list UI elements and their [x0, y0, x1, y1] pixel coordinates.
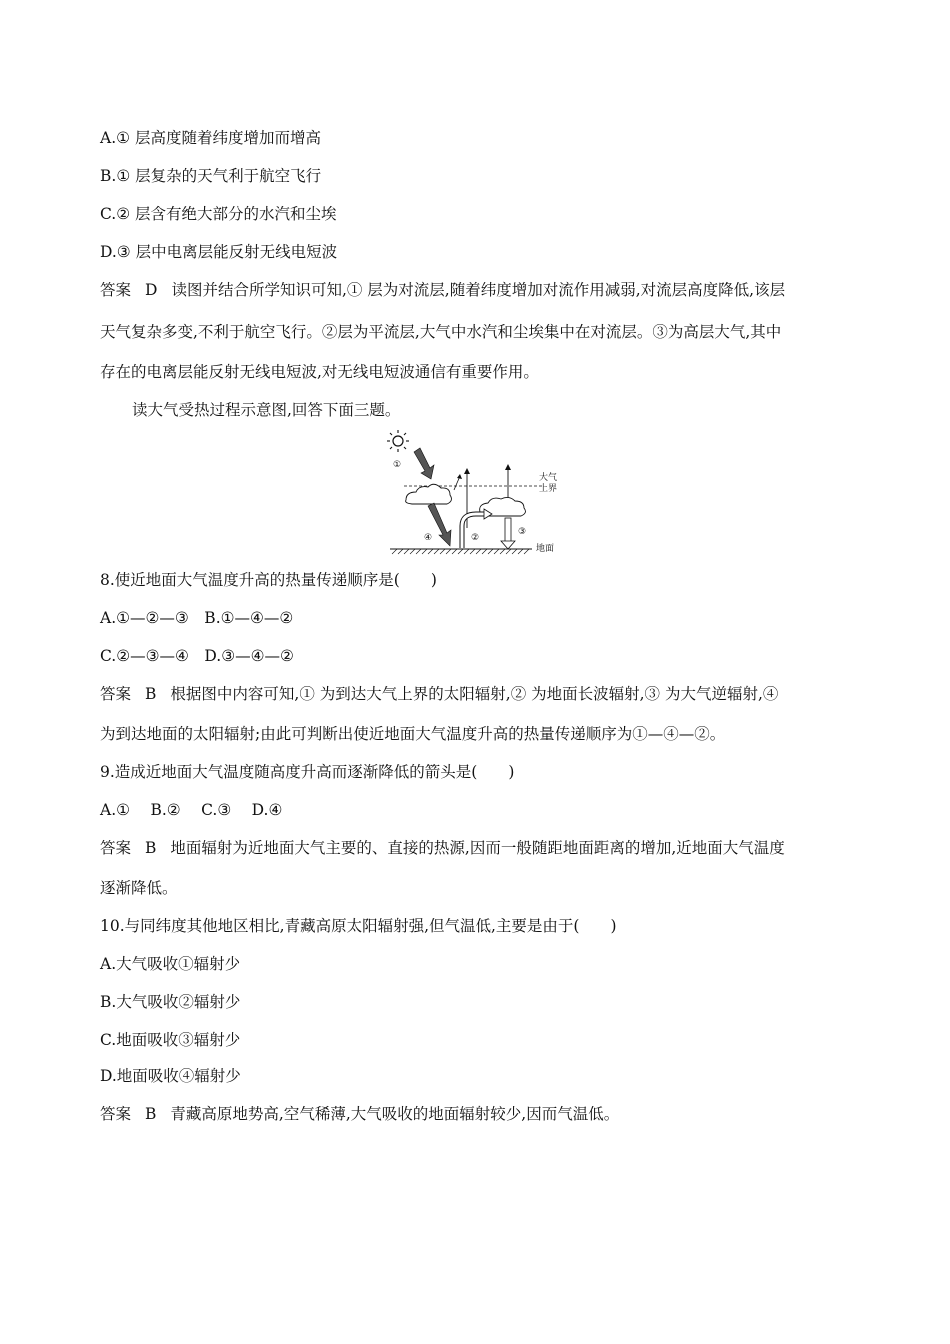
answer-label: 答案: [100, 685, 132, 703]
answer-explanation-line: 青藏高原地势高,空气稀薄,大气吸收的地面辐射较少,因而气温低。: [170, 1105, 620, 1123]
q7-explanation-line-2: 天气复杂多变,不利于航空飞行。②层为平流层,大气中水汽和尘埃集中在对流层。③为高层大气,其中: [100, 323, 782, 341]
q8-answer: [100, 684, 778, 704]
ground-label: 地面: [536, 544, 555, 554]
q10-option-d: D.地面吸收④辐射少: [100, 1067, 241, 1085]
answer-label: 答案: [100, 839, 132, 857]
group-intro: 读大气受热过程示意图,回答下面三题。: [132, 401, 401, 419]
answer-key: B: [145, 685, 157, 703]
q9-stem: 9.造成近地面大气温度随高度升高而逐渐降低的箭头是( ): [100, 763, 515, 781]
ground-hatching: [392, 549, 529, 554]
q9-answer: [100, 838, 785, 858]
atmosphere-top-label-1: 大气: [539, 473, 558, 483]
q9-explanation-line-2: 逐渐降低。: [100, 879, 178, 897]
atmosphere-heating-diagram: [384, 428, 574, 558]
q10-option-a: A.大气吸收①辐射少: [100, 955, 241, 973]
q7-option-d: D.③ 层中电离层能反射无线电短波: [100, 243, 338, 261]
answer-explanation-line: 读图并结合所学知识可知,① 层为对流层,随着纬度增加对流作用减弱,对流层高度降低,该层: [171, 281, 786, 299]
answer-explanation-line: 地面辐射为近地面大气主要的、直接的热源,因而一般随距地面距离的增加,近地面大气温度: [170, 839, 785, 857]
answer-label: 答案: [100, 281, 132, 299]
q7-option-c: C.② 层含有绝大部分的水汽和尘埃: [100, 205, 337, 223]
q8-options-row-2: C.②—③—④ D.③—④—②: [100, 647, 294, 665]
q10-option-c: C.地面吸收③辐射少: [100, 1031, 241, 1049]
label-1: ①: [393, 460, 402, 470]
cloud-left: [406, 484, 452, 504]
answer-label: 答案: [100, 1105, 132, 1123]
label-2: ②: [471, 533, 480, 543]
q8-options-row-1: A.①—②—③ B.①—④—②: [100, 609, 294, 627]
sun-icon: [387, 430, 409, 452]
atmospheric-counter-radiation-arrow: [505, 518, 511, 542]
answer-key: D: [145, 281, 158, 299]
answer-key: B: [145, 839, 157, 857]
q7-explanation-line-3: 存在的电离层能反射无线电短波,对无线电短波通信有重要作用。: [100, 363, 539, 381]
q7-option-a: A.① 层高度随着纬度增加而增高: [100, 129, 321, 147]
q8-stem: 8.使近地面大气温度升高的热量传递顺序是( ): [100, 571, 437, 589]
q10-stem: 10.与同纬度其他地区相比,青藏高原太阳辐射强,但气温低,主要是由于( ): [100, 917, 617, 935]
q7-option-b: B.① 层复杂的天气利于航空飞行: [100, 167, 322, 185]
q7-answer: [100, 280, 785, 300]
q9-options-row: A.① B.② C.③ D.④: [100, 801, 283, 819]
q10-answer: [100, 1104, 619, 1124]
q10-option-b: B.大气吸收②辐射少: [100, 993, 241, 1011]
answer-key: B: [145, 1105, 157, 1123]
label-3: ③: [518, 527, 527, 537]
label-4: ④: [424, 533, 433, 543]
q8-explanation-line-2: 为到达地面的太阳辐射;由此可判断出使近地面大气温度升高的热量传递顺序为①—④—②。: [100, 725, 726, 743]
solar-radiation-arrow: [414, 448, 434, 479]
answer-explanation-line: 根据图中内容可知,① 为到达大气上界的太阳辐射,② 为地面长波辐射,③ 为大气逆辐射,④: [170, 685, 779, 703]
atmosphere-top-label-2: 上界: [539, 484, 558, 494]
